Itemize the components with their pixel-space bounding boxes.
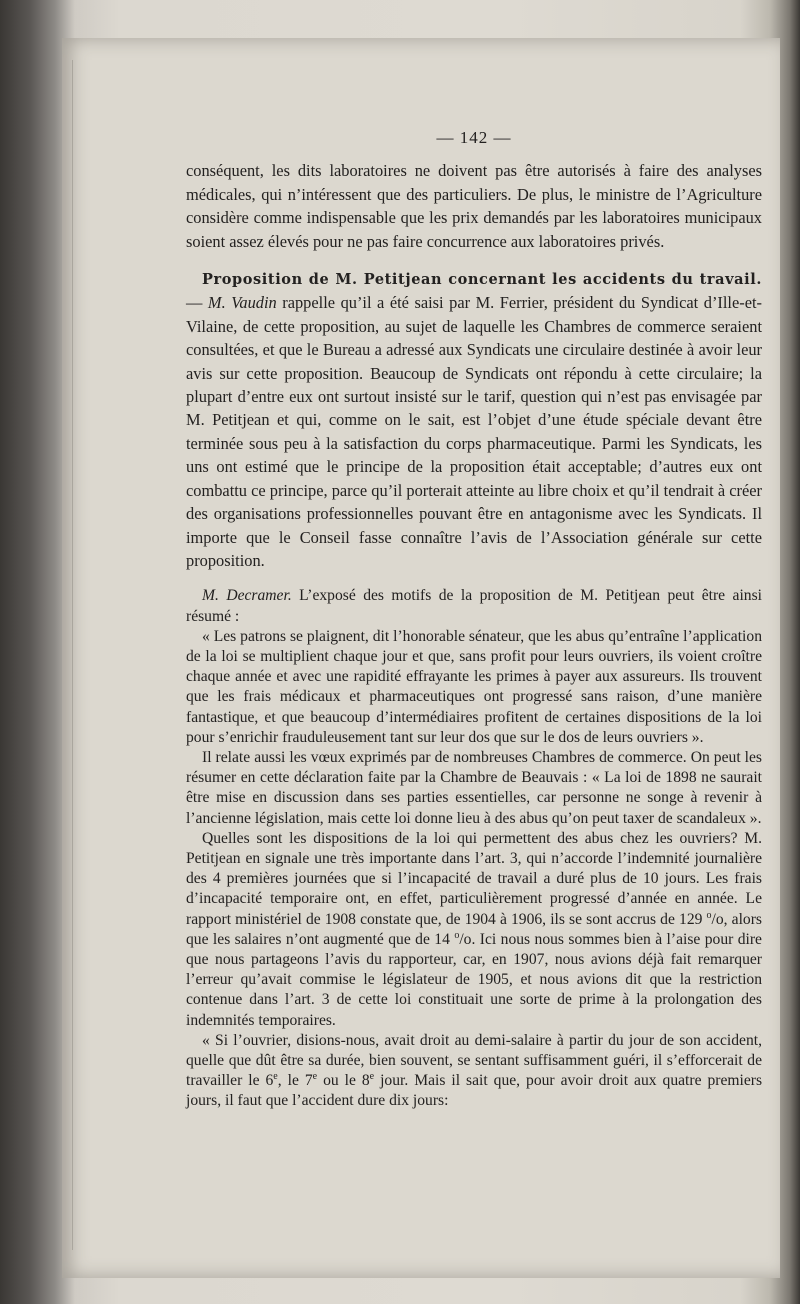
paragraph-dispositions	[186, 829, 762, 1031]
dispositions-text-a: Quelles sont les dispositions de la loi qui permettent des abus chez les ouvriers? M. Petitjean en signale une très importante dans l’art. 3, qui n’accorde l’indemnité journalière des 4 premières journées que si l’incapacité de travail a duré plus de 10 jours. Les frais d’incapacité temporaire ont, en effet, particulièrement progressé d’année en année. Le rapport ministériel de 1908 constate que, de 1904 à 1906, ils se sont accrus de 129	[186, 829, 762, 928]
page-text-block	[186, 126, 762, 1112]
paragraph-decramer	[186, 586, 762, 626]
paragraph-decramer-text: L’exposé des motifs de la proposition de M. Petitjean peut être ainsi résumé :	[186, 587, 762, 625]
paragraph-vaudin: Proposition de M. Petitjean concernant les accidents du travail.— M. Vaudin rappelle qu’il a été saisi par M. Ferrier, président du Syndicat d’Ille-et-Vilaine, de cette proposition, au sujet de laquelle les Chambres de commerce seraient consultées, et que le Bureau a adressé aux Syndicats une circulaire destinée à avoir leur avis sur cette proposition. Beaucoup de Syndicats ont répondu à cette circulaire; la plupart d’entre eux ont surtout insisté sur le tarif, question qui n’est pas envisagée par M. Petitjean et qui, comme on le sait, est l’objet d’une étude spéciale devant être terminée sous peu à la satisfaction du corps pharmaceutique. Parmi les Syndicats, les uns ont estimé que le principe de la proposition était acceptable; d’autres eux ont combattu ce principe, parce qu’il porterait atteinte au libre choix et qu’il tendrait à créer des organisations professionnelles pouvant être en antagonisme avec les Syndicats. Il importe que le Conseil fasse connaître l’avis de l’Association générale sur cette proposition.	[186, 271, 762, 570]
paragraph-vaudin-text: rappelle qu’il a été saisi par M. Ferrier, président du Syndicat d’Ille-et-Vilaine, de cette proposition, au sujet de laquelle les Chambres de commerce seraient consultées, et que le Bureau a adressé aux Syndicats une circulaire destinée à avoir leur avis sur cette proposition. Beaucoup de Syndicats ont répondu à cette circulaire; la plupart d’entre eux ont surtout insisté sur le tarif, question qui n’est pas envisagée par M. Petitjean et qui, comme on le sait, est l’objet d’une étude spéciale devant être terminée sous peu à la satisfaction du corps pharmaceutique. Parmi les Syndicats, les uns ont estimé que le principe de la proposition était acceptable; d’autres eux ont combattu ce principe, parce qu’il porterait atteinte au libre choix et qu’il tendrait à créer des organisations professionnelles pouvant être en antagonisme avec les Syndicats. Il importe que le Conseil fasse connaître l’avis de l’Association générale sur cette proposition.	[186, 293, 762, 570]
paragraph-ouvrier	[186, 1031, 762, 1112]
section-gap	[186, 253, 762, 267]
ouvrier-text-c: ou le 8	[317, 1072, 370, 1090]
ordinal-sup-2: e	[312, 1071, 318, 1082]
percent-sup-1: o	[706, 909, 712, 921]
page-edge-line	[72, 60, 73, 1250]
percent-sup-2: o	[454, 929, 460, 941]
section-heading: Proposition de M. Petitjean concernant les accidents du travail.	[202, 271, 762, 289]
ordinal-sup-3: e	[369, 1071, 375, 1082]
quote-patrons: « Les patrons se plaignent, dit l’honorable sénateur, que les abus qu’entraîne l’application de la loi se multiplient chaque jour et que, sans profit pour leurs ouvriers, ils voient croître chaque année et avec une rapidité effrayante les primes à payer aux assureurs. Ils trouvent que les frais médicaux et pharmaceutiques ont progressé sans raison, d’une manière fantastique, et que beaucoup d’intermédiaires profitent de certaines dispositions de la loi pour s’enrichir frauduleusement tant sur leur dos que sur le dos de leurs ouvriers ».	[186, 627, 762, 746]
dispositions-text-c: /o. Ici nous nous sommes bien à l’aise pour dire que nous partageons l’avis du rapporteur, car, en 1907, nous avions déjà fait remarquer l’erreur qu’avait commise le législateur de 1905, et nous avions dit que la restriction contenue dans l’art. 3 de cette loi constituait une sorte de prime à la prolongation des indemnités temporaires.	[186, 930, 762, 1029]
paragraph-voeux: Il relate aussi les vœux exprimés par de nombreuses Chambres de commerce. On peut les résumer en cette déclaration faite par la Chambre de Beauvais : « La loi de 1898 ne saurait être mise en discussion dans ses parties essentielles, car personne ne songe à revenir à l’ancienne législation, mais cette loi donne lieu à des abus qu’on peut taxer de scandaleux ».	[186, 748, 762, 827]
ouvrier-text-b: , le 7	[277, 1072, 313, 1090]
page-number: — 142 —	[436, 128, 512, 147]
dispositions-text-b: /o, alors que les salaires n’ont augmenté que de 14	[186, 910, 762, 948]
paragraph-laboratoires: conséquent, les dits laboratoires ne doivent pas être autorisés à faire des analyses médicales, qui n’intéressent que des particuliers. De plus, le ministre de l’Agriculture considère comme indispensable que les prix demandés par les laboratoires municipaux soient assez élevés pour ne pas faire concurrence aux laboratoires privés.	[186, 161, 762, 251]
ouvrier-text-a: « Si l’ouvrier, disions-nous, avait droit au demi-salaire à partir du jour de son accident, quelle que dût être sa durée, bien souvent, se sentant suffisamment guéri, il s’efforcerait de travailler le 6	[186, 1031, 762, 1090]
section-gap	[186, 572, 762, 586]
ordinal-sup-1: e	[273, 1071, 278, 1082]
speaker-decramer: M. Decramer.	[202, 587, 292, 605]
ouvrier-text-d: jour. Mais il sait que, pour avoir droit aux quatre premiers jours, il faut que l’accident dure dix jours:	[186, 1072, 763, 1110]
speaker-vaudin: M. Vaudin	[207, 293, 277, 313]
